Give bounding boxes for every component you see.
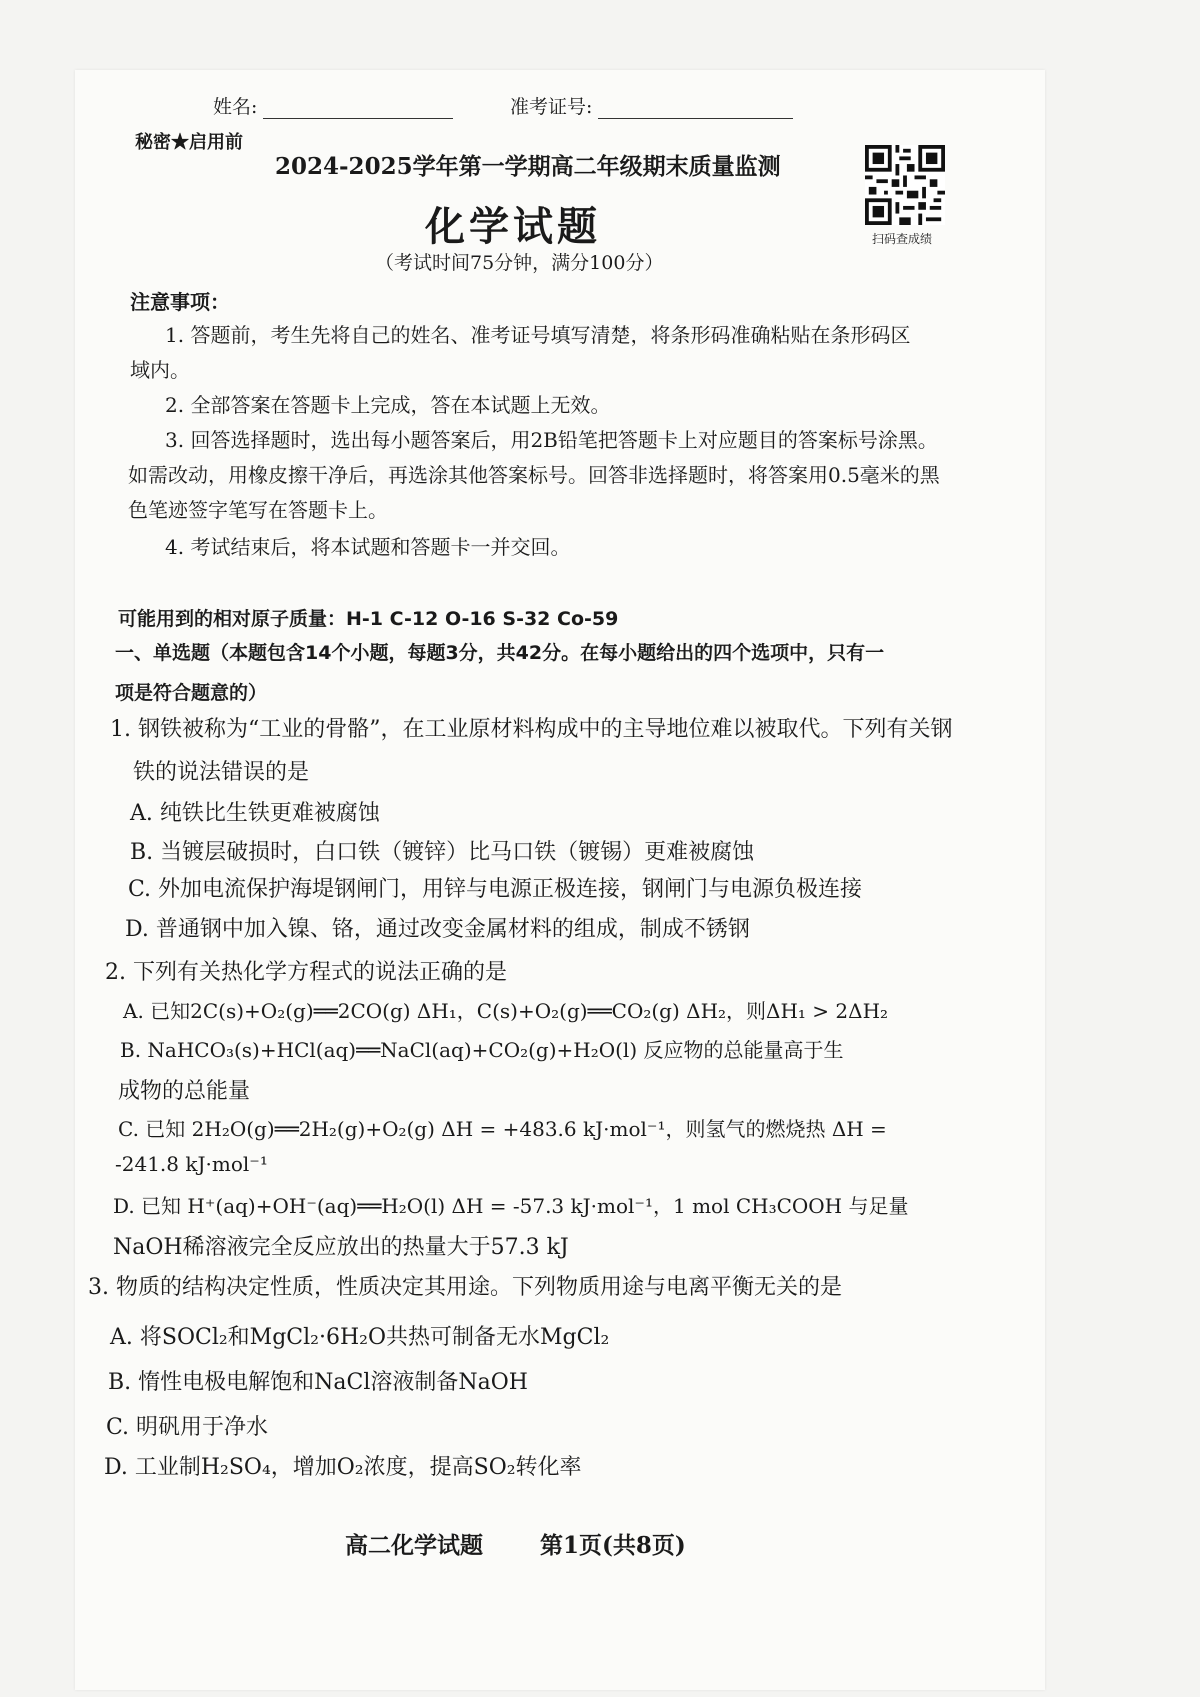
name-label: 姓名: bbox=[213, 96, 258, 118]
note-4: 4. 考试结束后，将本试题和答题卡一并交回。 bbox=[165, 535, 571, 559]
section-1-heading-cont: 项是符合题意的） bbox=[115, 682, 268, 704]
exam-id-field bbox=[510, 92, 793, 119]
q2-stem: 2. 下列有关热化学方程式的说法正确的是 bbox=[105, 960, 507, 985]
q1-option-b: B. 当镀层破损时，白口铁（镀锌）比马口铁（镀锡）更难被腐蚀 bbox=[130, 840, 755, 865]
q1-option-c: C. 外加电流保护海堤钢闸门，用锌与电源正极连接，钢闸门与电源负极连接 bbox=[128, 877, 863, 902]
q2-option-b: B. NaHCO₃(s)+HCl(aq)══NaCl(aq)+CO₂(g)+H₂O(l) 反应物的总能量高于生 bbox=[120, 1038, 844, 1062]
footer-subject: 高二化学试题 bbox=[345, 1532, 483, 1559]
footer-page-number: 第1页(共8页) bbox=[540, 1532, 686, 1559]
q2-option-d-cont: NaOH稀溶液完全反应放出的热量大于57.3 kJ bbox=[113, 1235, 569, 1260]
q3-option-d: D. 工业制H₂SO₄，增加O₂浓度，提高SO₂转化率 bbox=[104, 1455, 582, 1480]
exam-time-note: （考试时间75分钟，满分100分） bbox=[375, 252, 664, 274]
q1-option-d: D. 普通钢中加入镍、铬，通过改变金属材料的组成，制成不锈钢 bbox=[125, 917, 750, 942]
secret-label: 秘密★启用前 bbox=[135, 132, 243, 153]
name-field bbox=[213, 92, 453, 119]
q3-option-c: C. 明矾用于净水 bbox=[106, 1415, 269, 1440]
q3-option-b: B. 惰性电极电解饱和NaCl溶液制备NaOH bbox=[108, 1370, 528, 1395]
qr-code-icon bbox=[865, 145, 945, 225]
section-1-heading: 一、单选题（本题包含14个小题，每题3分，共42分。在每小题给出的四个选项中，只有一 bbox=[115, 642, 885, 664]
q1-option-a: A. 纯铁比生铁更难被腐蚀 bbox=[130, 801, 380, 826]
exam-id-label: 准考证号: bbox=[510, 96, 593, 118]
qr-caption: 扫码查成绩 bbox=[872, 232, 933, 246]
q2-option-b-cont: 成物的总能量 bbox=[118, 1079, 251, 1104]
subject-title: 化学试题 bbox=[425, 203, 601, 250]
note-2: 2. 全部答案在答题卡上完成，答在本试题上无效。 bbox=[165, 393, 611, 417]
note-3c: 色笔迹签字笔写在答题卡上。 bbox=[128, 498, 388, 522]
note-1b: 域内。 bbox=[130, 358, 190, 382]
note-3a: 3. 回答选择题时，选出每小题答案后，用2B铅笔把答题卡上对应题目的答案标号涂黑。 bbox=[165, 428, 938, 452]
q1-stem-cont: 铁的说法错误的是 bbox=[133, 760, 310, 785]
q2-option-c-cont: -241.8 kJ·mol⁻¹ bbox=[115, 1152, 268, 1176]
q1-stem: 1. 钢铁被称为“工业的骨骼”，在工业原材料构成中的主导地位难以被取代。下列有关钢 bbox=[110, 717, 953, 742]
q2-option-a: A. 已知2C(s)+O₂(g)══2CO(g) ΔH₁，C(s)+O₂(g)══CO₂(g) ΔH₂，则ΔH₁ > 2ΔH₂ bbox=[123, 999, 889, 1023]
atomic-mass-note: 可能用到的相对原子质量：H-1 C-12 O-16 S-32 Co-59 bbox=[118, 608, 619, 630]
q3-stem: 3. 物质的结构决定性质，性质决定其用途。下列物质用途与电离平衡无关的是 bbox=[88, 1275, 842, 1300]
note-1a: 1. 答题前，考生先将自己的姓名、准考证号填写清楚，将条形码准确粘贴在条形码区 bbox=[165, 323, 911, 347]
exam-title: 2024-2025学年第一学期高二年级期末质量监测 bbox=[275, 153, 781, 180]
note-3b: 如需改动，用橡皮擦干净后，再选涂其他答案标号。回答非选择题时，将答案用0.5毫米的黑 bbox=[128, 463, 940, 487]
q2-option-d: D. 已知 H⁺(aq)+OH⁻(aq)══H₂O(l) ΔH = -57.3 kJ·mol⁻¹，1 mol CH₃COOH 与足量 bbox=[113, 1194, 909, 1218]
exam-id-blank bbox=[598, 100, 793, 119]
q2-option-c: C. 已知 2H₂O(g)══2H₂(g)+O₂(g) ΔH = +483.6 kJ·mol⁻¹，则氢气的燃烧热 ΔH = bbox=[118, 1117, 887, 1141]
q3-option-a: A. 将SOCl₂和MgCl₂·6H₂O共热可制备无水MgCl₂ bbox=[110, 1325, 610, 1350]
notes-heading: 注意事项： bbox=[130, 290, 230, 314]
name-blank bbox=[263, 100, 453, 119]
